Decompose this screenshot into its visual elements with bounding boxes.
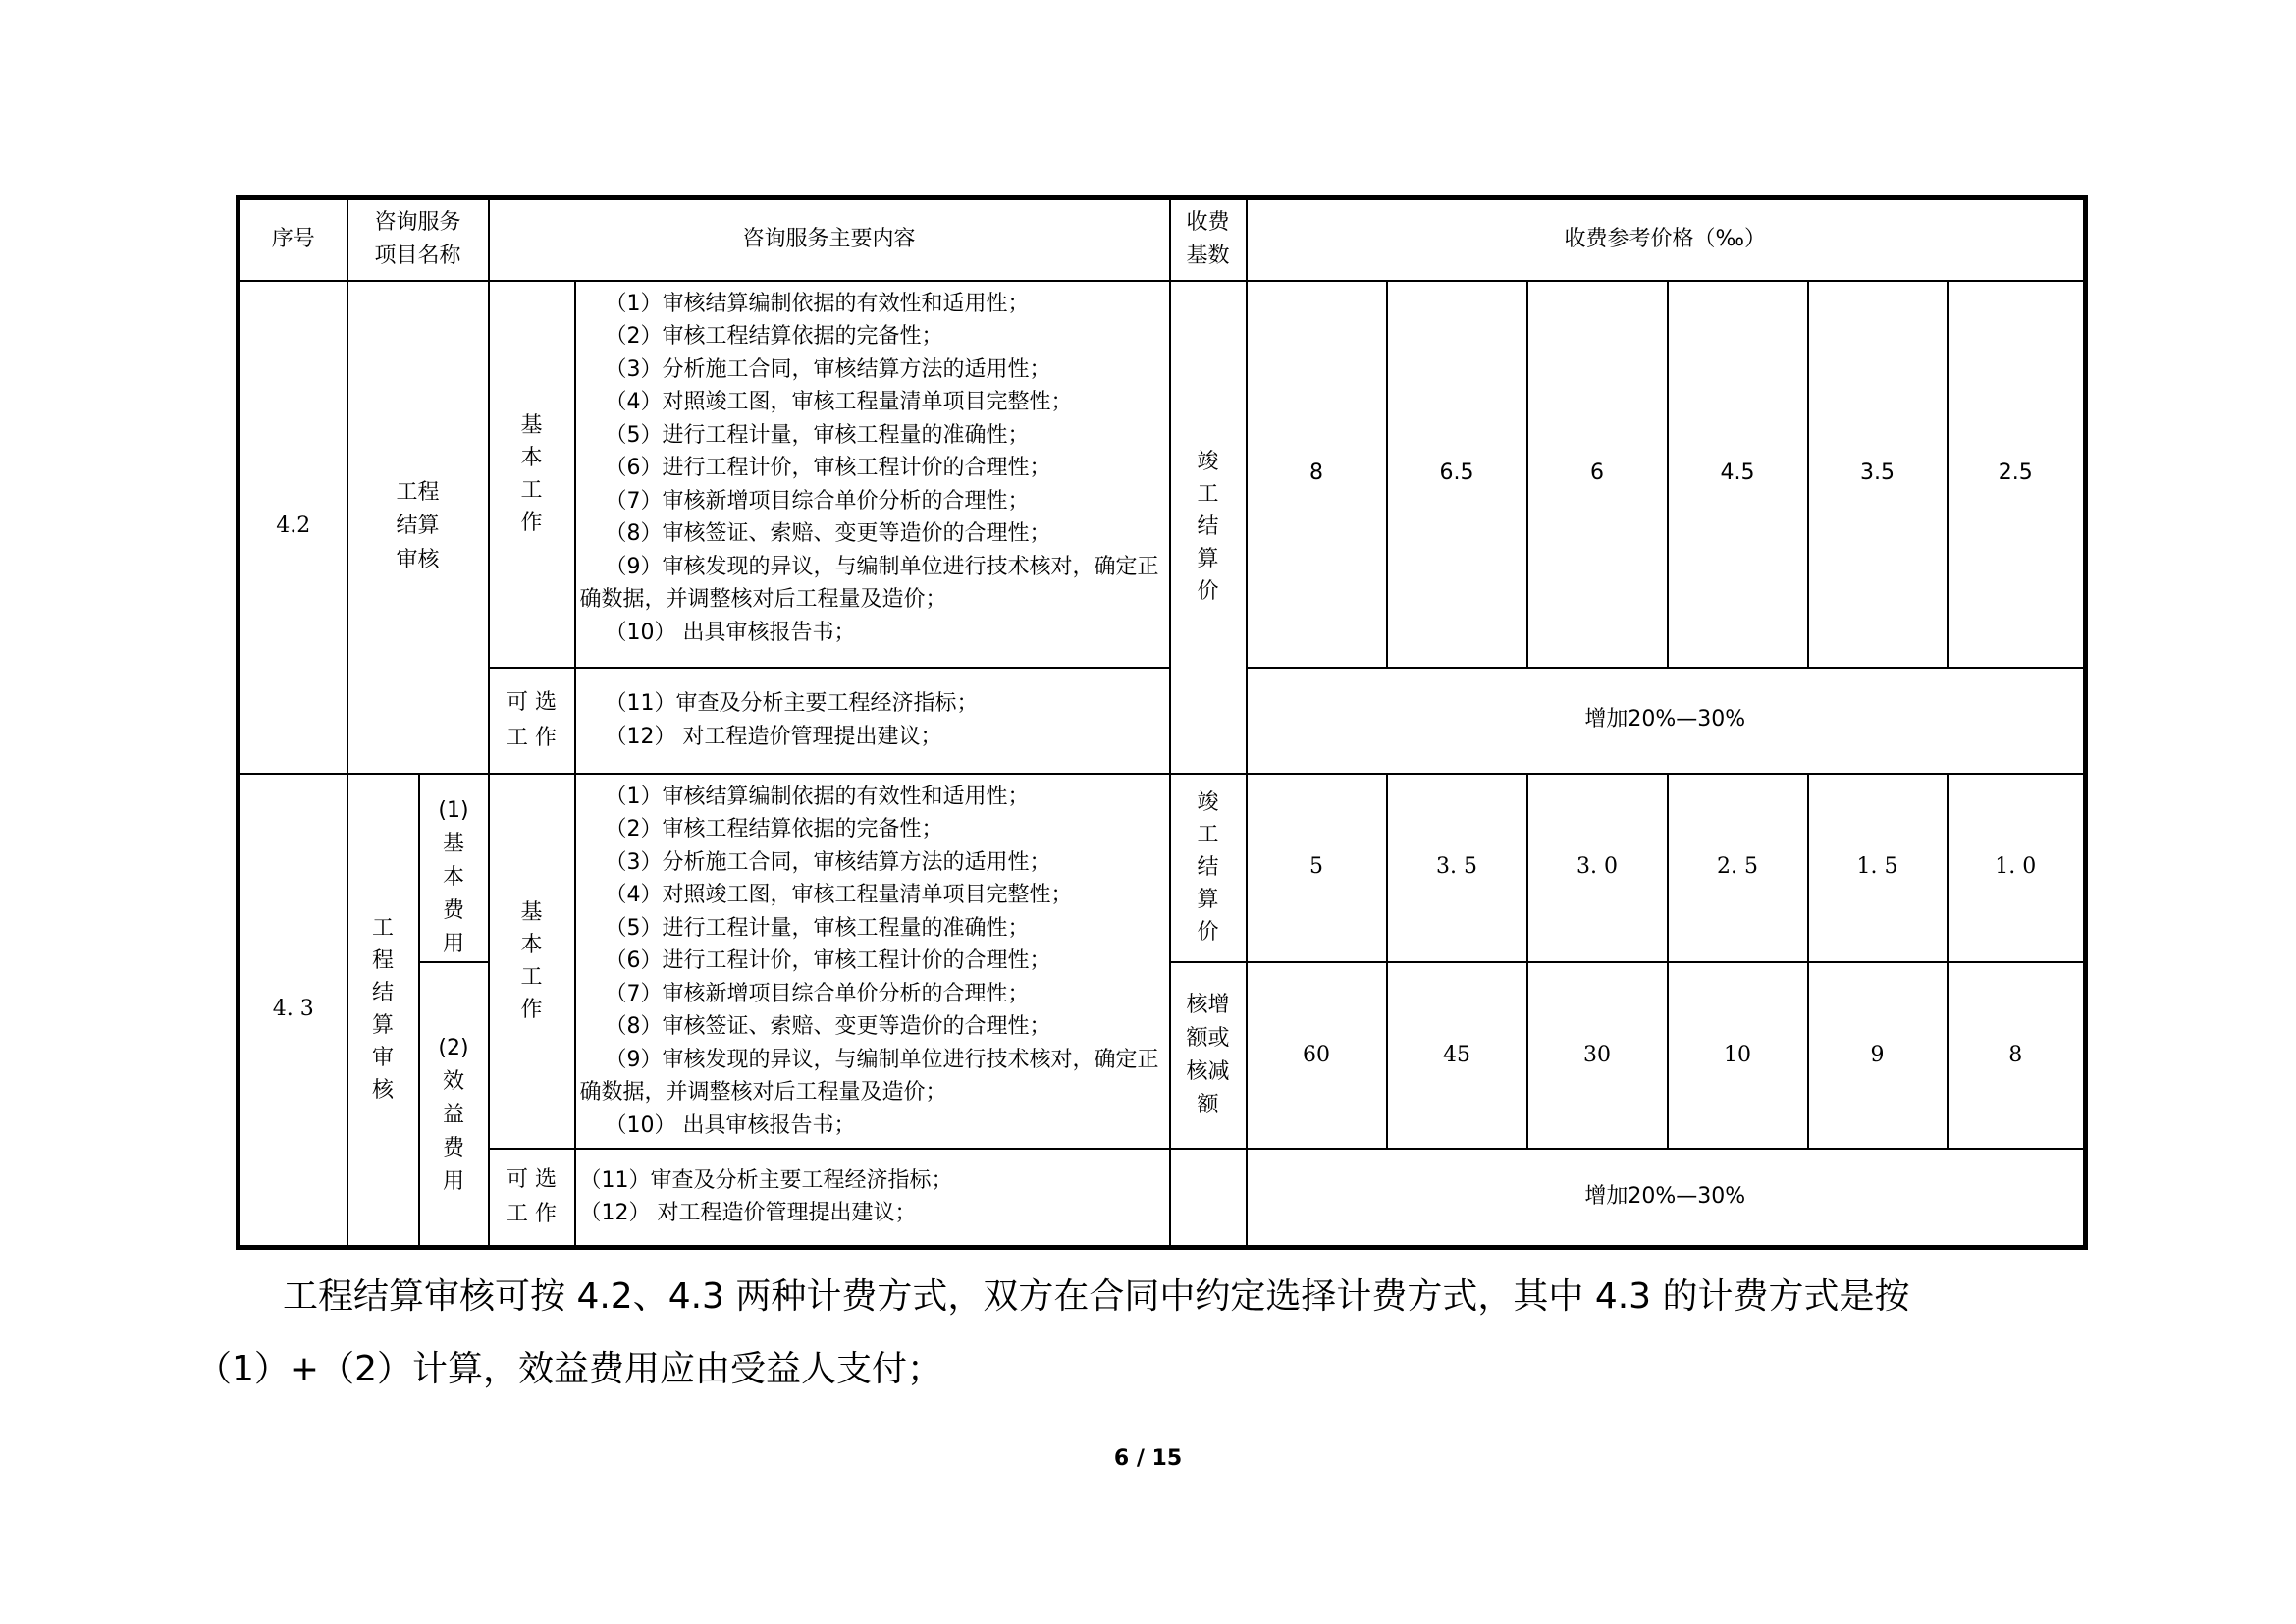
note-paragraph: 工程结算审核可按 4.2、4.3 两种计费方式，双方在合同中约定选择计费方式，其中 4.3 的计费方式是按（1）+（2）计算，效益费用应由受益人支付；: [196, 1276, 1910, 1389]
price-cell: 6.5: [1387, 281, 1527, 668]
row-4-2-optional-label: [489, 668, 575, 774]
row-4-3-fee-base-1-text: 竣工结算价: [1197, 790, 1219, 946]
row-4-2-name-text: 工程结算审核: [396, 480, 440, 572]
price-cell: 3.5: [1808, 281, 1948, 668]
row-4-2-optional-content: [575, 668, 1170, 774]
header-fee-base: [1170, 198, 1247, 281]
content-item: （5）进行工程计量，审核工程量的准确性；: [605, 422, 1030, 448]
price-cell: 3. 5: [1387, 774, 1527, 962]
price-cell: 4.5: [1668, 281, 1808, 668]
price-cell: 60: [1247, 962, 1387, 1149]
row-4-2-basic-label: [489, 281, 575, 668]
row-4-2-basic-content: [575, 281, 1170, 668]
row-4-3-basic-fee: [239, 774, 2086, 962]
price-cell: 2. 5: [1668, 774, 1808, 962]
content-item: （5）进行工程计量，审核工程量的准确性；: [605, 915, 1030, 941]
row-4-3-name: [347, 774, 419, 1248]
row-4-2-name: [347, 281, 489, 774]
row-4-3-optional-fee-base: [1170, 1149, 1247, 1247]
content-item: （9）审核发现的异议，与编制单位进行技术核对，确定正确数据，并调整核对后工程量及造价；: [579, 554, 1159, 612]
row-4-3-sub1: [419, 774, 489, 962]
header-content: 咨询服务主要内容: [489, 198, 1170, 281]
row-4-3-name-text: 工程结算审核: [371, 916, 394, 1103]
content-item: （8）审核签证、索赔、变更等造价的合理性；: [605, 521, 1051, 546]
row-4-3-basic-label: [489, 774, 575, 1150]
row-4-3-seq: 4. 3: [239, 774, 347, 1248]
row-4-2-seq: 4.2: [239, 281, 347, 774]
price-cell: 10: [1668, 962, 1808, 1149]
content-item: （12） 对工程造价管理提出建议；: [605, 724, 942, 749]
row-4-3-basic-content: [575, 774, 1170, 1150]
header-price: 收费参考价格（‰）: [1247, 198, 2086, 281]
header-project-text: 咨询服务项目名称: [374, 210, 461, 269]
row-4-2-fee-base: [1170, 281, 1247, 774]
content-item: （1）审核结算编制依据的有效性和适用性；: [605, 784, 1030, 809]
row-4-2-fee-base-text: 竣工结算价: [1197, 450, 1219, 604]
content-item: （6）进行工程计价，审核工程计价的合理性；: [605, 948, 1051, 973]
content-item: （1）审核结算编制依据的有效性和适用性；: [605, 291, 1030, 316]
content-item: （2）审核工程结算依据的完备性；: [605, 324, 943, 349]
price-cell: 30: [1527, 962, 1668, 1149]
content-item: （3）分析施工合同，审核结算方法的适用性；: [605, 849, 1051, 875]
content-item: （6）进行工程计价，审核工程计价的合理性；: [605, 456, 1051, 480]
content-item: （2）审核工程结算依据的完备性；: [605, 817, 943, 841]
row-4-2-basic: [239, 281, 2086, 668]
price-cell: 9: [1808, 962, 1948, 1149]
price-cell: 6: [1527, 281, 1668, 668]
content-item: （4）对照竣工图，审核工程量清单项目完整性；: [605, 390, 1073, 414]
price-cell: 1. 0: [1948, 774, 2086, 962]
fee-table: [236, 195, 2088, 1250]
row-4-2-optional-label-text: 可 选 工 作: [507, 690, 557, 750]
content-item: （7）审核新增项目综合单价分析的合理性；: [605, 488, 1030, 514]
row-4-2-optional: [239, 668, 2086, 774]
price-cell: 3. 0: [1527, 774, 1668, 962]
content-item: （3）分析施工合同，审核结算方法的适用性；: [605, 356, 1051, 382]
content-item: （11）审查及分析主要工程经济指标；: [605, 691, 979, 716]
price-cell: 8: [1247, 281, 1387, 668]
content-item: （8）审核签证、索赔、变更等造价的合理性；: [605, 1014, 1051, 1039]
header-row: [239, 198, 2086, 281]
price-cell: 45: [1387, 962, 1527, 1149]
content-item: （10） 出具审核报告书；: [605, 1112, 856, 1138]
row-4-3-sub1-text: (1)基本费用: [438, 797, 469, 956]
page-indicator: 6 / 15: [1113, 1446, 1183, 1471]
content-item: （7）审核新增项目综合单价分析的合理性；: [605, 981, 1030, 1006]
row-4-3-optional-label: [489, 1149, 575, 1247]
price-cell: 5: [1247, 774, 1387, 962]
content-item: （10） 出具审核报告书；: [605, 620, 856, 645]
price-cell: 8: [1948, 962, 2086, 1149]
row-4-3-fee-base-2: [1170, 962, 1247, 1149]
header-seq: 序号: [239, 198, 347, 281]
row-4-3-optional-price: 增加20%—30%: [1247, 1149, 2086, 1247]
content-item: （12） 对工程造价管理提出建议；: [579, 1201, 917, 1226]
row-4-3-optional: [239, 1149, 2086, 1247]
row-4-3-optional-content: [575, 1149, 1170, 1247]
row-4-3-optional-label-text: 可 选 工 作: [507, 1167, 557, 1227]
row-4-2-basic-label-text: 基本工作: [520, 412, 543, 535]
content-item: （4）对照竣工图，审核工程量清单项目完整性；: [605, 883, 1073, 907]
row-4-3-fee-base-2-text: 核增额或核减额: [1186, 992, 1230, 1118]
content-item: （9）审核发现的异议，与编制单位进行技术核对，确定正确数据，并调整核对后工程量及造价；: [579, 1047, 1159, 1105]
row-4-3-basic-label-text: 基本工作: [520, 899, 543, 1022]
row-4-3-sub2-text: (2)效益费用: [438, 1035, 469, 1195]
header-project: [347, 198, 489, 281]
price-cell: 2.5: [1948, 281, 2086, 668]
header-fee-base-text: 收费基数: [1186, 210, 1230, 269]
row-4-2-optional-price: 增加20%—30%: [1247, 668, 2086, 774]
row-4-3-fee-base-1: [1170, 774, 1247, 962]
content-item: （11）审查及分析主要工程经济指标；: [579, 1167, 953, 1193]
price-cell: 1. 5: [1808, 774, 1948, 962]
row-4-3-sub2: [419, 962, 489, 1247]
